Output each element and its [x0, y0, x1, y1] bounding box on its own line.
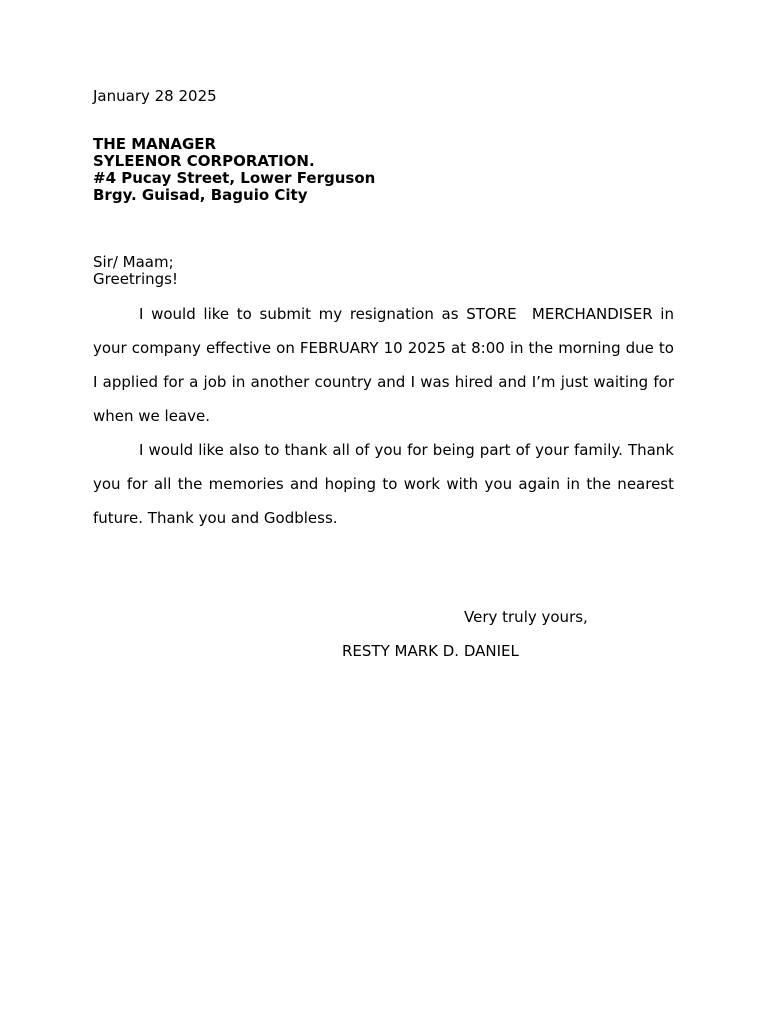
body-paragraph-thanks: I would like also to thank all of you for being part of your family. Thank you for all the memories and hoping to work with you again in the nearest future. Thank you and Godbless. [93, 441, 674, 527]
recipient-street: #4 Pucay Street, Lower Ferguson [93, 169, 376, 187]
recipient-company: SYLEENOR CORPORATION. [93, 152, 315, 170]
body-paragraph-resignation: I would like to submit my resignation as STORE MERCHANDISER in your company effective on FEBRUARY 10 2025 at 8:00 in the morning due to I applied for a job in another country and I was hired and I’m just waiting for when we leave. [93, 305, 679, 425]
salutation [93, 254, 178, 288]
salutation-line: Sir/ Maam; [93, 253, 174, 271]
recipient-city: Brgy. Guisad, Baguio City [93, 186, 308, 204]
recipient-address [93, 136, 375, 204]
letter-date: January 28 2025 [93, 87, 217, 105]
closing-line: Very truly yours, [464, 608, 588, 626]
recipient-title: THE MANAGER [93, 135, 217, 153]
letter-body [93, 297, 679, 535]
greeting-line: Greetrings! [93, 270, 178, 288]
signer-name: RESTY MARK D. DANIEL [342, 642, 519, 660]
